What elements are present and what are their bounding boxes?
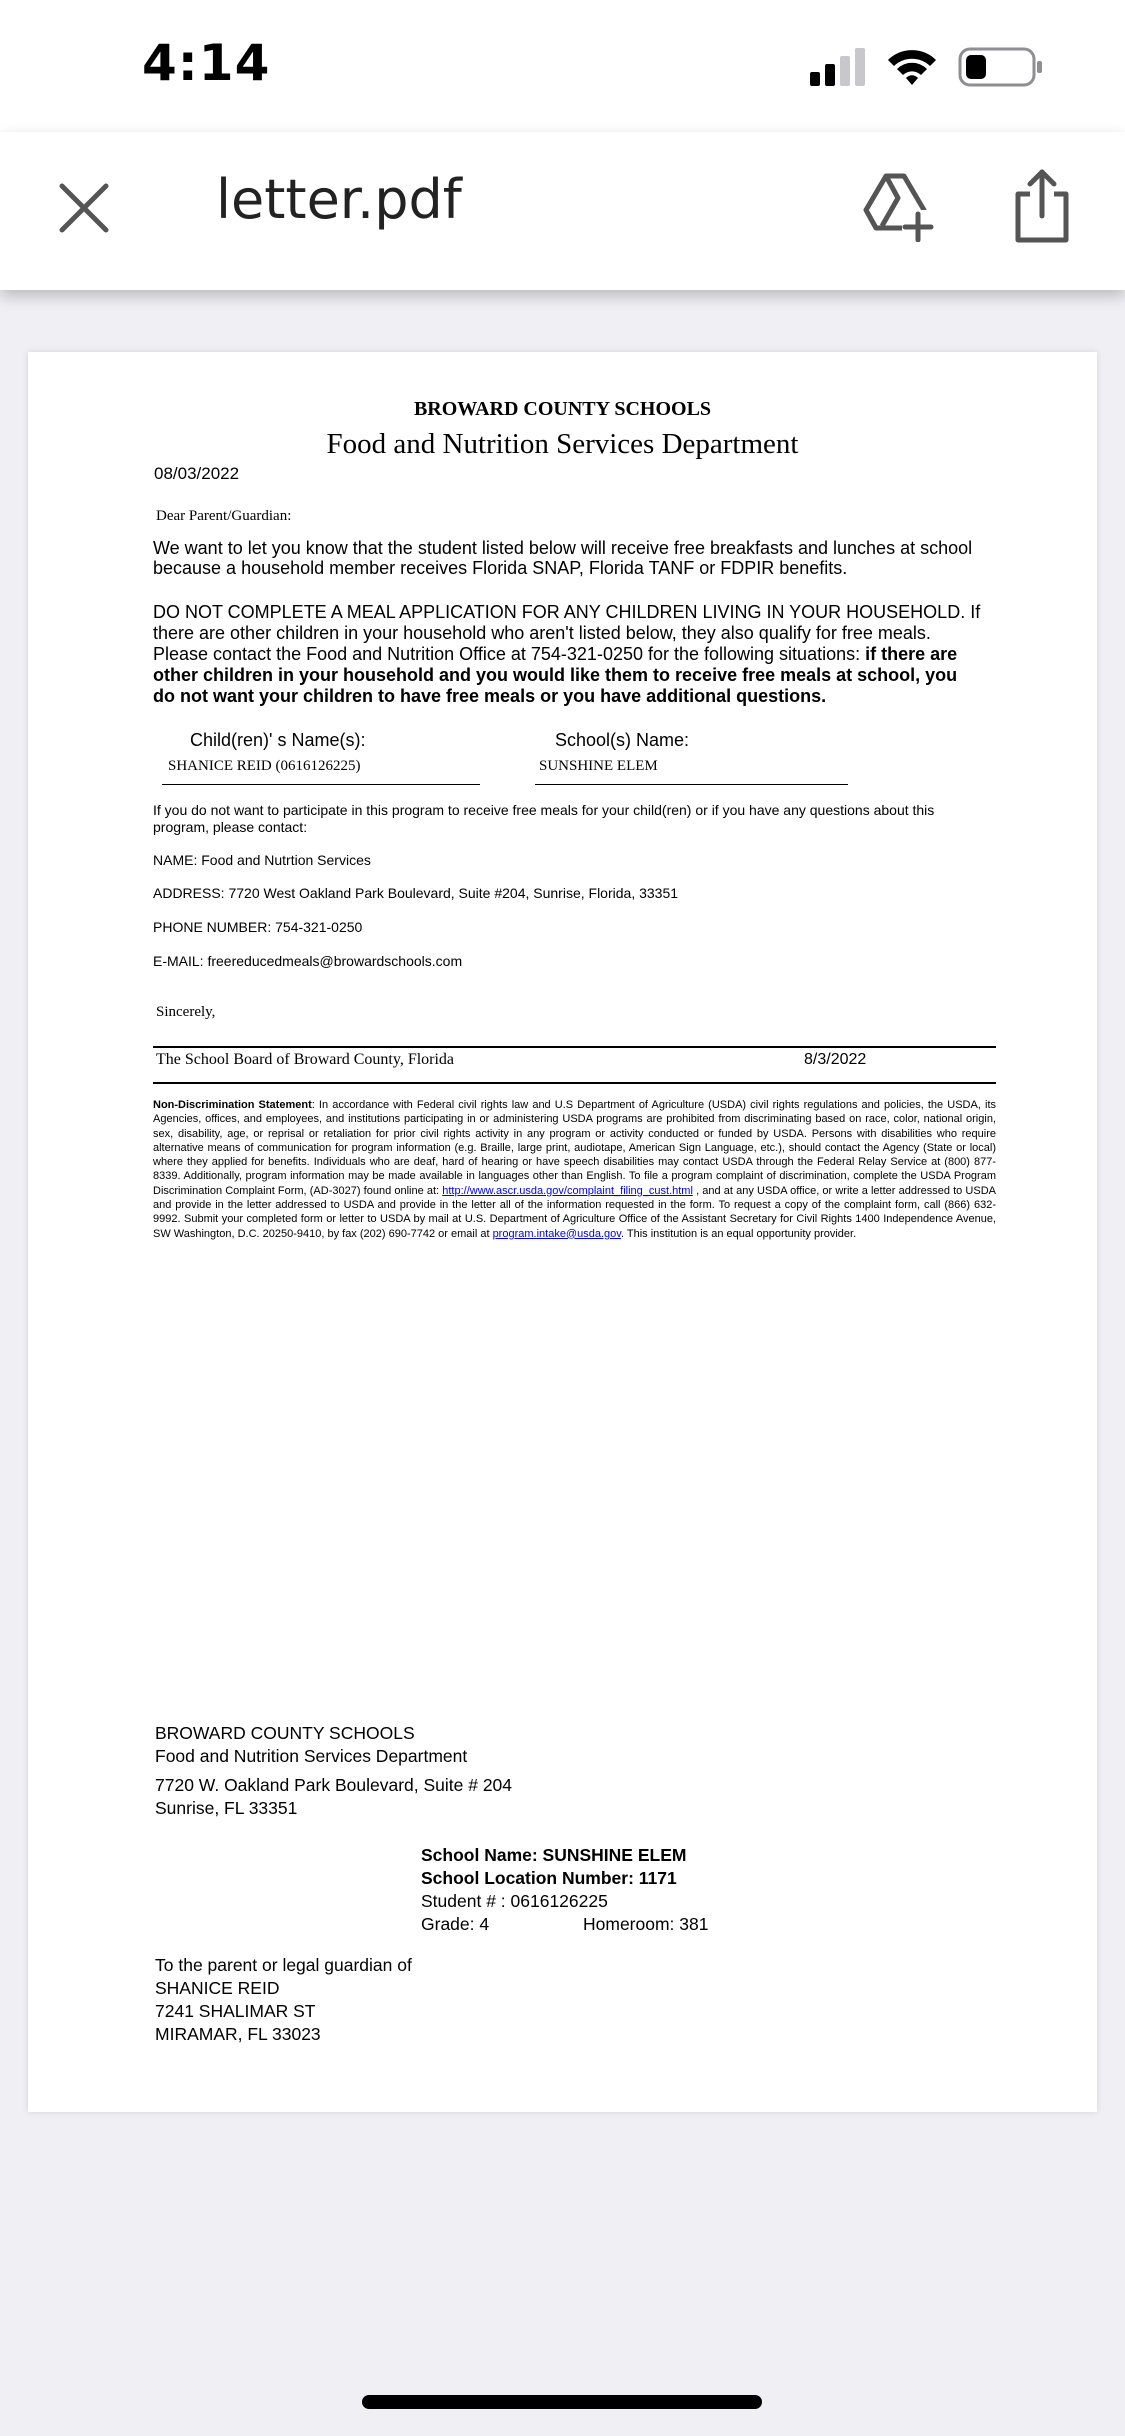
nds-text-1: : In accordance with Federal civil rights law and U.S Department of Agriculture (USDA) civil rights regulations and policies, the USDA, its Agencies, offices, and employees, and institutions participating in or administering USDA programs are prohibited from discriminating based on race, color, national origin, sex, disability, age, or reprisal or retaliation for prior civil rights activity in any program or activity conducted or funded by USDA. Persons with disabilities who require alternative means of communication for program information (e.g. Braille, large print, audiotape, American Sign Language, etc.), should contact the Agency (State or local) where they applied for benefits. Individuals who are deaf, hard of hearing or have speech disabilities may contact USDA through the Federal Relay Service at (800) 877-8339. Additionally, program information may be made available in languages other than English. To file a program complaint of discrimination, complete the USDA Program Discrimination Complaint Form, (AD-3027) found online at: [153,1099,996,1197]
contact-name: NAME: Food and Nutrtion Services [153,852,371,868]
signature-top-rule [153,1046,996,1048]
grade: Grade: 4 [421,1914,490,1934]
school-names-label: School(s) Name: [555,730,690,750]
letter-closing: Sincerely, [156,1004,216,1020]
signatory: The School Board of Broward County, Florida [156,1051,455,1068]
contact-phone: PHONE NUMBER: 754-321-0250 [153,919,363,935]
child-names-label: Child(ren)' s Name(s): [190,730,366,750]
document-toolbar [0,132,1125,290]
recipient-address [155,1954,412,2046]
school-names-value: SUNSHINE ELEM [539,758,658,774]
return-address-line: Sunrise, FL 33351 [155,1798,298,1818]
signature-bottom-rule [153,1082,996,1084]
school-names-underline [535,784,848,785]
school-name-line: School Name: SUNSHINE ELEM [421,1845,687,1865]
recipient-line: SHANICE REID [155,1978,280,1998]
letter-dept-heading: Food and Nutrition Services Department [326,428,799,460]
return-address-line: Food and Nutrition Services Department [155,1746,468,1766]
home-indicator[interactable] [362,2395,762,2409]
nds-title: Non-Discrimination Statement [153,1099,312,1111]
letter-paragraph-1: We want to let you know that the student listed below will receive free breakfasts and lunches at school because a household member receives Florida SNAP, Florida TANF or FDPIR benefits. [153,538,973,578]
battery-icon [958,46,1044,88]
nds-text-3: . This institution is an equal opportunity provider. [620,1227,857,1240]
non-discrimination-statement [153,1098,996,1241]
cellular-signal-icon [810,48,870,88]
contact-email: E-MAIL: freereducedmeals@browardschools.com [153,953,463,969]
letter-greeting: Dear Parent/Guardian: [156,508,292,524]
pdf-page[interactable] [28,352,1097,2112]
recipient-line: To the parent or legal guardian of [155,1955,412,1975]
return-address-line: BROWARD COUNTY SCHOOLS [155,1723,415,1743]
paragraph-2-text: DO NOT COMPLETE A MEAL APPLICATION FOR ANY CHILDREN LIVING IN YOUR HOUSEHOLD. If there are other children in your household who aren't listed below, they also qualify for free meals. Please contact the Food and Nutrition Office at 754-321-0250 for the following situations: [153,602,981,664]
school-location-line: School Location Number: 1171 [421,1868,677,1888]
share-icon[interactable] [1012,168,1072,244]
child-names-underline [162,784,480,785]
letter-paragraph-2 [153,602,983,707]
grade-homeroom-line [421,1913,708,1936]
student-number-line: Student # : 0616126225 [421,1891,608,1911]
contact-address: ADDRESS: 7720 West Oakland Park Boulevard, Suite #204, Sunrise, Florida, 33351 [153,885,679,901]
nds-email-link[interactable]: program.intake@usda.gov [492,1227,621,1240]
document-title: letter.pdf [216,168,462,231]
status-bar [0,0,1125,132]
wifi-icon [886,46,938,88]
status-time: 4:14 [142,34,271,92]
letter-org-heading: BROWARD COUNTY SCHOOLS [413,398,712,420]
return-address-line: 7720 W. Oakland Park Boulevard, Suite # 204 [155,1775,513,1795]
add-to-drive-icon[interactable] [862,170,934,242]
nds-complaint-link[interactable]: http://www.ascr.usda.gov/complaint_filing_cust.html [442,1184,693,1197]
child-names-value: SHANICE REID (0616126225) [168,758,361,774]
signature-date: 8/3/2022 [804,1051,867,1068]
return-address [155,1722,512,1820]
recipient-line: MIRAMAR, FL 33023 [155,2024,321,2044]
close-icon[interactable] [56,180,112,236]
homeroom: Homeroom: 381 [583,1914,709,1934]
contact-intro: If you do not want to participate in this program to receive free meals for your child(ren) or if you have any questions about this program, please contact: [153,802,935,835]
recipient-line: 7241 SHALIMAR ST [155,2001,316,2021]
nds-text-2: , and at any USDA office, or write a letter addressed to USDA and provide in the letter addressed to USDA and provide in the letter all of the information requested in the form. To request a copy of the complaint form, call (866) 632-9992. Submit your completed form or letter to USDA by mail at U.S. Department of Agriculture Office of the Assistant Secretary for Civil Rights 1400 Independence Avenue, SW Washington, D.C. 20250-9410, by fax (202) 690-7742 or email at [153,1184,996,1240]
letter-date: 08/03/2022 [154,464,240,483]
paragraph-2-bold-text: if there are other children in your household and you would like them to receive free meals at school, you do not want your children to have free meals or you have additional questions. [153,644,958,706]
student-info-block [421,1844,708,1936]
